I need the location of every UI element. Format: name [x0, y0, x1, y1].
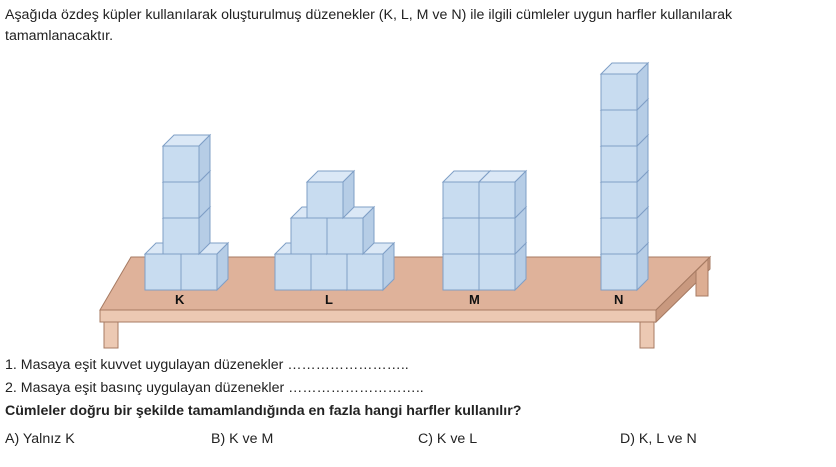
cube-stacks — [145, 63, 648, 290]
option-d[interactable]: D) K, L ve N — [620, 431, 697, 447]
cube-arrangements-figure — [0, 58, 836, 350]
option-a[interactable]: A) Yalnız K — [5, 431, 75, 447]
label-k: K — [175, 292, 185, 307]
label-n: N — [614, 292, 624, 307]
cube-n — [601, 63, 648, 110]
intro-text: Aşağıda özdeş küpler kullanılarak oluşturulmuş düzenekler (K, L, M ve N) ile ilgili cümleler uygun harfler kullanılarak tamamlanacaktır. — [5, 7, 733, 44]
label-m: M — [469, 292, 480, 307]
cube-l — [307, 171, 354, 218]
option-c[interactable]: C) K ve L — [418, 431, 478, 447]
option-b[interactable]: B) K ve M — [211, 431, 274, 447]
statement-2: 2. Masaya eşit basınç uygulayan düzenekler ……………………….. — [5, 380, 424, 396]
cube-m — [479, 171, 526, 218]
statement-1: 1. Masaya eşit kuvvet uygulayan düzenekler …………………….. — [5, 357, 409, 373]
label-l: L — [325, 292, 333, 307]
question-text: Cümleler doğru bir şekilde tamamlandığında en fazla hangi harfler kullanılır? — [5, 403, 522, 419]
cube-k — [163, 135, 210, 182]
